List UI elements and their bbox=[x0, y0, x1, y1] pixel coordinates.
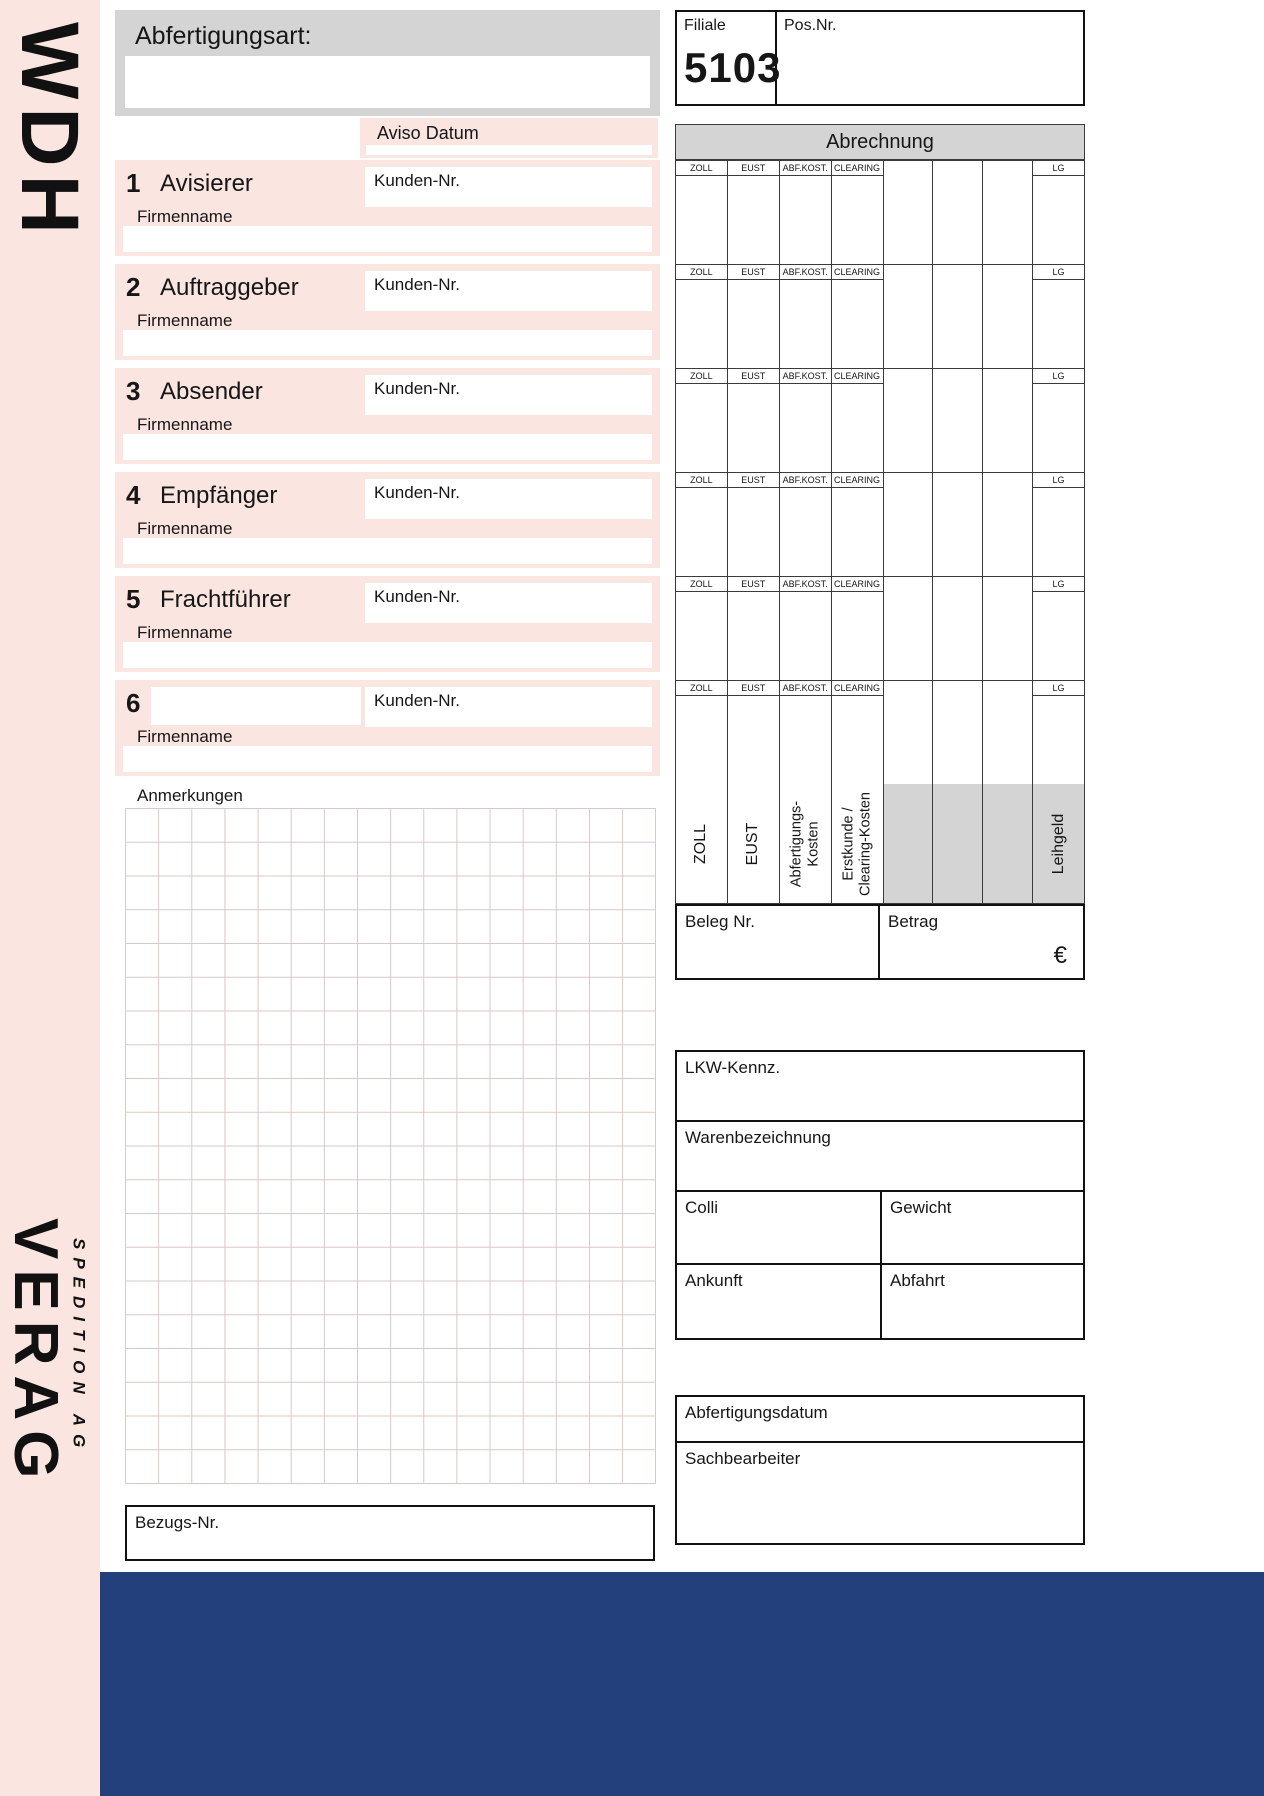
firmenname-input[interactable] bbox=[123, 538, 652, 564]
vlabel-cell-blank bbox=[884, 784, 934, 904]
party-name: Auftraggeber bbox=[160, 274, 299, 301]
abrechnung-cell-lg[interactable] bbox=[1033, 161, 1085, 265]
abrechnung-cell-zoll[interactable] bbox=[676, 473, 728, 577]
col-header-abfkost: ABF.KOST. bbox=[780, 577, 831, 592]
brand-vertical-text bbox=[1, 1218, 92, 1489]
firmenname-label: Firmenname bbox=[137, 727, 233, 746]
wdh-vertical-text: WDH bbox=[4, 22, 95, 242]
beleg-betrag-row bbox=[675, 904, 1085, 980]
col-header-zoll: ZOLL bbox=[676, 369, 727, 384]
aviso-datum-input[interactable] bbox=[366, 145, 652, 155]
abrechnung-cell-abfkost[interactable] bbox=[780, 577, 832, 681]
party-section-avisierer bbox=[115, 160, 660, 256]
abrechnung-cell-eust[interactable] bbox=[728, 473, 780, 577]
kunden-nr-input[interactable] bbox=[365, 375, 652, 415]
vlabel-cell-zoll bbox=[676, 784, 728, 904]
abrechnung-cell-abfkost[interactable] bbox=[780, 473, 832, 577]
ankunft-abfahrt-row bbox=[677, 1265, 1083, 1338]
aviso-datum-box bbox=[360, 118, 658, 158]
abfertigungsart-panel bbox=[115, 10, 660, 116]
abrechnung-table bbox=[675, 160, 1085, 785]
kunden-nr-label: Kunden-Nr. bbox=[374, 587, 460, 606]
abrechnung-cell-blank[interactable] bbox=[884, 473, 934, 577]
col-header-eust: EUST bbox=[728, 473, 779, 488]
ankunft-label: Ankunft bbox=[685, 1271, 743, 1290]
colli-gewicht-row bbox=[677, 1192, 1083, 1265]
party-number: 6 bbox=[126, 688, 141, 718]
col-header-zoll: ZOLL bbox=[676, 161, 727, 176]
filiale-label: Filiale bbox=[684, 17, 726, 34]
posnr-input[interactable] bbox=[777, 12, 1083, 104]
abrechnung-cell-lg[interactable] bbox=[1033, 369, 1085, 473]
vlabel-clearingkosten: Erstkunde / Clearing-Kosten bbox=[840, 791, 874, 896]
abfahrt-label: Abfahrt bbox=[890, 1271, 945, 1290]
abrechnung-cell-zoll[interactable] bbox=[676, 681, 728, 785]
abrechnung-cell-blank[interactable] bbox=[983, 473, 1033, 577]
col-header-lg: LG bbox=[1033, 265, 1084, 280]
abrechnung-cell-abfkost[interactable] bbox=[780, 681, 832, 785]
abrechnung-cell-zoll[interactable] bbox=[676, 577, 728, 681]
abrechnung-cell-clearing[interactable] bbox=[832, 265, 884, 369]
anmerkungen-grid[interactable] bbox=[125, 808, 656, 1484]
abrechnung-cell-eust[interactable] bbox=[728, 369, 780, 473]
footer-color-bar bbox=[100, 1572, 1264, 1796]
abrechnung-row bbox=[676, 577, 1085, 681]
party-number: 2 bbox=[126, 272, 141, 302]
vlabel-cell-abfertigungskosten bbox=[780, 784, 832, 904]
col-header-abfkost: ABF.KOST. bbox=[780, 161, 831, 176]
col-header-clearing: CLEARING bbox=[832, 161, 883, 176]
abfahrt-input[interactable] bbox=[880, 1265, 1083, 1338]
abrechnung-cell-zoll[interactable] bbox=[676, 161, 728, 265]
abrechnung-cell-blank[interactable] bbox=[884, 369, 934, 473]
col-header-eust: EUST bbox=[728, 681, 779, 696]
col-header-lg: LG bbox=[1033, 161, 1084, 176]
colli-input[interactable] bbox=[677, 1192, 880, 1263]
kunden-nr-label: Kunden-Nr. bbox=[374, 379, 460, 398]
col-header-lg: LG bbox=[1033, 681, 1084, 696]
firmenname-input[interactable] bbox=[123, 642, 652, 668]
abrechnung-cell-blank[interactable] bbox=[884, 161, 934, 265]
firmenname-input[interactable] bbox=[123, 746, 652, 772]
abrechnung-cell-eust[interactable] bbox=[728, 577, 780, 681]
aviso-datum-label: Aviso Datum bbox=[377, 123, 479, 143]
party-number: 3 bbox=[126, 376, 141, 406]
party-section-empfaenger bbox=[115, 472, 660, 568]
col-header-zoll: ZOLL bbox=[676, 577, 727, 592]
col-header-abfkost: ABF.KOST. bbox=[780, 473, 831, 488]
colli-label: Colli bbox=[685, 1198, 719, 1217]
party-section-frachtfuehrer bbox=[115, 576, 660, 672]
abrechnung-row bbox=[676, 161, 1085, 265]
col-header-abfkost: ABF.KOST. bbox=[780, 369, 831, 384]
firmenname-label: Firmenname bbox=[137, 207, 233, 226]
party-number: 1 bbox=[126, 168, 141, 198]
col-header-zoll: ZOLL bbox=[676, 265, 727, 280]
anmerkungen-label: Anmerkungen bbox=[137, 786, 243, 805]
abfertigungsart-label: Abfertigungsart: bbox=[135, 22, 312, 50]
kunden-nr-label: Kunden-Nr. bbox=[374, 691, 460, 710]
abrechnung-cell-blank[interactable] bbox=[933, 369, 983, 473]
abrechnung-cell-lg[interactable] bbox=[1033, 577, 1085, 681]
abrechnung-cell-blank[interactable] bbox=[933, 473, 983, 577]
abrechnung-cell-clearing[interactable] bbox=[832, 161, 884, 265]
kunden-nr-label: Kunden-Nr. bbox=[374, 483, 460, 502]
abrechnung-row bbox=[676, 265, 1085, 369]
firmenname-input[interactable] bbox=[123, 330, 652, 356]
col-header-clearing: CLEARING bbox=[832, 265, 883, 280]
warenbezeichnung-input[interactable] bbox=[677, 1122, 1083, 1192]
abrechnung-cell-lg[interactable] bbox=[1033, 473, 1085, 577]
vlabel-cell-clearingkosten bbox=[832, 784, 884, 904]
processing-group bbox=[675, 1395, 1085, 1545]
party-section-absender bbox=[115, 368, 660, 464]
abrechnung-cell-eust[interactable] bbox=[728, 681, 780, 785]
filiale-posnr-group bbox=[675, 10, 1085, 106]
abrechnung-cell-abfkost[interactable] bbox=[780, 161, 832, 265]
col-header-abfkost: ABF.KOST. bbox=[780, 681, 831, 696]
warenbezeichnung-label: Warenbezeichnung bbox=[685, 1128, 831, 1147]
abrechnung-cell-blank[interactable] bbox=[933, 265, 983, 369]
abrechnung-cell-blank[interactable] bbox=[983, 369, 1033, 473]
gewicht-input[interactable] bbox=[880, 1192, 1083, 1263]
lkw-kennz-label: LKW-Kennz. bbox=[685, 1058, 781, 1077]
brand-name: VERAG bbox=[1, 1218, 70, 1489]
vlabel-cell-blank bbox=[933, 784, 983, 904]
col-header-eust: EUST bbox=[728, 265, 779, 280]
kunden-nr-label: Kunden-Nr. bbox=[374, 275, 460, 294]
abrechnung-cell-clearing[interactable] bbox=[832, 473, 884, 577]
filiale-box bbox=[677, 12, 782, 104]
brand-subtitle: SPEDITION AG bbox=[69, 1238, 89, 1456]
abrechnung-cell-zoll[interactable] bbox=[676, 369, 728, 473]
filiale-value: 5103 bbox=[684, 44, 782, 91]
firmenname-input[interactable] bbox=[123, 226, 652, 252]
abfertigungsdatum-label: Abfertigungsdatum bbox=[685, 1403, 828, 1422]
abrechnung-cell-clearing[interactable] bbox=[832, 369, 884, 473]
kunden-nr-input[interactable] bbox=[365, 687, 652, 727]
kunden-nr-input[interactable] bbox=[365, 479, 652, 519]
firmenname-label: Firmenname bbox=[137, 415, 233, 434]
party-name: Frachtführer bbox=[160, 586, 291, 613]
col-header-eust: EUST bbox=[728, 369, 779, 384]
vlabel-cell-eust bbox=[728, 784, 780, 904]
vlabel-cell-blank bbox=[983, 784, 1033, 904]
abrechnung-cell-blank[interactable] bbox=[884, 577, 934, 681]
lkw-kennz-input[interactable] bbox=[677, 1052, 1083, 1122]
party-number: 4 bbox=[126, 480, 141, 510]
abrechnung-cell-blank[interactable] bbox=[933, 577, 983, 681]
vlabel-zoll: ZOLL bbox=[692, 823, 710, 864]
abrechnung-row bbox=[676, 369, 1085, 473]
party-number: 5 bbox=[126, 584, 141, 614]
col-header-clearing: CLEARING bbox=[832, 577, 883, 592]
kunden-nr-label: Kunden-Nr. bbox=[374, 171, 460, 190]
party-section-auftraggeber bbox=[115, 264, 660, 360]
abrechnung-vertical-labels-row bbox=[675, 784, 1085, 904]
betrag-label: Betrag bbox=[888, 912, 939, 931]
sidebar-strip bbox=[0, 0, 100, 1796]
abrechnung-cell-blank[interactable] bbox=[983, 577, 1033, 681]
euro-symbol: € bbox=[1053, 942, 1067, 969]
sachbearbeiter-label: Sachbearbeiter bbox=[685, 1449, 801, 1468]
firmenname-label: Firmenname bbox=[137, 311, 233, 330]
col-header-zoll: ZOLL bbox=[676, 681, 727, 696]
shipment-group bbox=[675, 1050, 1085, 1340]
party-name: Empfänger bbox=[160, 482, 278, 509]
betrag-input[interactable] bbox=[880, 906, 1083, 978]
col-header-eust: EUST bbox=[728, 577, 779, 592]
abrechnung-row bbox=[676, 473, 1085, 577]
vlabel-cell-leihgeld bbox=[1033, 784, 1085, 904]
beleg-nr-label: Beleg Nr. bbox=[685, 912, 755, 931]
party-name: Absender bbox=[160, 378, 263, 405]
abrechnung-cell-blank[interactable] bbox=[983, 265, 1033, 369]
abrechnung-cell-blank[interactable] bbox=[983, 161, 1033, 265]
beleg-nr-input[interactable] bbox=[677, 906, 880, 978]
kunden-nr-input[interactable] bbox=[365, 583, 652, 623]
abrechnung-row bbox=[676, 681, 1085, 785]
vlabel-eust: EUST bbox=[744, 822, 762, 865]
firmenname-input[interactable] bbox=[123, 434, 652, 460]
abfertigungsdatum-input[interactable] bbox=[677, 1397, 1083, 1443]
abrechnung-cell-abfkost[interactable] bbox=[780, 265, 832, 369]
col-header-zoll: ZOLL bbox=[676, 473, 727, 488]
col-header-lg: LG bbox=[1033, 473, 1084, 488]
abrechnung-cell-blank[interactable] bbox=[933, 681, 983, 785]
posnr-label: Pos.Nr. bbox=[784, 17, 837, 34]
kunden-nr-input[interactable] bbox=[365, 167, 652, 207]
abrechnung-cell-blank[interactable] bbox=[884, 681, 934, 785]
col-header-clearing: CLEARING bbox=[832, 473, 883, 488]
col-header-abfkost: ABF.KOST. bbox=[780, 265, 831, 280]
col-header-lg: LG bbox=[1033, 369, 1084, 384]
abfertigungsart-input[interactable] bbox=[125, 56, 650, 108]
firmenname-label: Firmenname bbox=[137, 623, 233, 642]
party-name-input[interactable] bbox=[151, 687, 361, 725]
col-header-clearing: CLEARING bbox=[832, 681, 883, 696]
abrechnung-cell-blank[interactable] bbox=[983, 681, 1033, 785]
vlabel-leihgeld: Leihgeld bbox=[1049, 813, 1067, 874]
abrechnung-cell-clearing[interactable] bbox=[832, 681, 884, 785]
col-header-clearing: CLEARING bbox=[832, 369, 883, 384]
bezugs-nr-input[interactable] bbox=[125, 1505, 655, 1561]
abrechnung-header: Abrechnung bbox=[675, 124, 1085, 160]
abrechnung-cell-lg[interactable] bbox=[1033, 681, 1085, 785]
abrechnung-cell-zoll[interactable] bbox=[676, 265, 728, 369]
gewicht-label: Gewicht bbox=[890, 1198, 952, 1217]
kunden-nr-input[interactable] bbox=[365, 271, 652, 311]
sachbearbeiter-input[interactable] bbox=[677, 1443, 1083, 1543]
abrechnung-cell-blank[interactable] bbox=[933, 161, 983, 265]
abrechnung-cell-eust[interactable] bbox=[728, 265, 780, 369]
ankunft-input[interactable] bbox=[677, 1265, 880, 1338]
abrechnung-cell-eust[interactable] bbox=[728, 161, 780, 265]
abrechnung-cell-lg[interactable] bbox=[1033, 265, 1085, 369]
party-name: Avisierer bbox=[160, 170, 253, 197]
party-section-6 bbox=[115, 680, 660, 776]
bezugs-nr-label: Bezugs-Nr. bbox=[135, 1513, 220, 1532]
firmenname-label: Firmenname bbox=[137, 519, 233, 538]
abrechnung-cell-clearing[interactable] bbox=[832, 577, 884, 681]
col-header-eust: EUST bbox=[728, 161, 779, 176]
col-header-lg: LG bbox=[1033, 577, 1084, 592]
vlabel-abfertigungskosten: Abfertigungs-Kosten bbox=[788, 800, 822, 887]
abrechnung-cell-abfkost[interactable] bbox=[780, 369, 832, 473]
abrechnung-cell-blank[interactable] bbox=[884, 265, 934, 369]
